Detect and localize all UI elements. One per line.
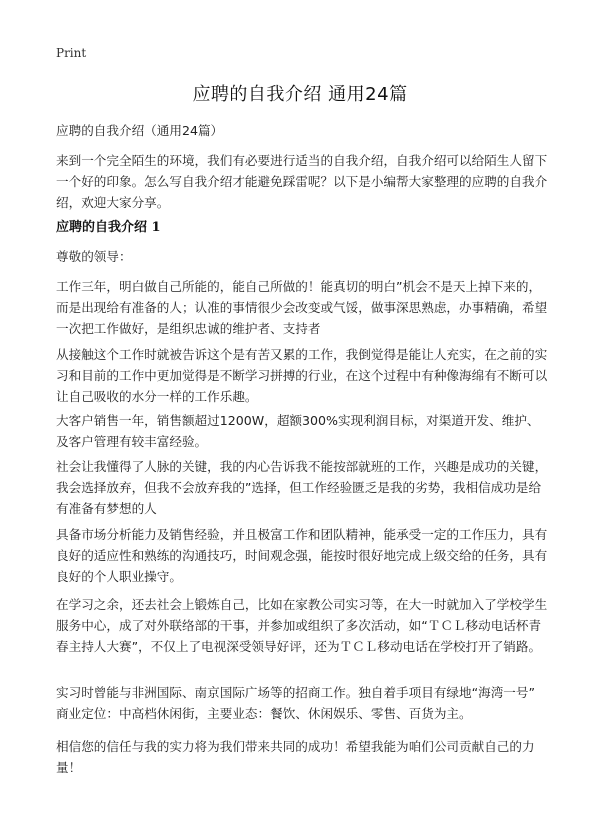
section-heading: 应聘的自我介绍 1 <box>56 220 161 235</box>
intro-paragraph: 来到一个完全陌生的环境，我们有必要进行适当的自我介绍，自我介绍可以给陌生人留下一个好的印象。怎么写自我介绍才能避免踩雷呢？以下是小编帮大家整理的应聘的自我介绍，欢迎大家分享。 <box>56 153 548 210</box>
paragraph-1: 工作三年，明白做自己所能的，能自己所做的！能真切的明白”机会不是天上掉下来的，而是出现给有准备的人；认准的事情很少会改变或气馁，做事深思熟虑，办事精确，希望一次把工作做好，是组织忠诚的维护者、支持者 <box>56 279 548 336</box>
paragraph-2: 从接触这个工作时就被告诉这个是有苦又累的工作，我倒觉得是能让人充实，在之前的实习和目前的工作中更加觉得是不断学习拼搏的行业，在这个过程中有种像海绵有不断可以让自己吸收的水分一样的工作乐趣。 <box>56 347 548 404</box>
print-label[interactable]: Print <box>56 46 87 60</box>
paragraph-6: 在学习之余，还去社会上锻炼自己，比如在家教公司实习等，在大一时就加入了学校学生服务中心，成了对外联络部的干事，并参加或组织了多次活动，如“ＴＣＬ移动电话杯青春主持人大赛”，不仅上了电视深受领导好评，还为ＴＣＬ移动电话在学校打开了销路。 <box>56 597 548 654</box>
paragraph-8: 相信您的信任与我的实力将为我们带来共同的成功！希望我能为咱们公司贡献自己的力量！ <box>56 739 535 775</box>
salutation: 尊敬的领导： <box>56 249 132 264</box>
paragraph-3: 大客户销售一年，销售额超过1200W，超额300%实现利润目标，对渠道开发、维护、及客户管理有较丰富经验。 <box>56 413 540 449</box>
paragraph-7: 实习时曾能与非洲国际、南京国际广场等的招商工作。独自着手项目有绿地“海湾一号” 商业定位：中高档休闲街，主要业态：餐饮、休闲娱乐、零售、百货为主。 <box>56 685 536 721</box>
paragraph-5: 具备市场分析能力及销售经验，并且极富工作和团队精神，能承受一定的工作压力，具有良好的适应性和熟练的沟通技巧，时间观念强，能按时很好地完成上级交给的任务，具有良好的个人职业操守。 <box>56 527 548 584</box>
document-subtitle: 应聘的自我介绍（通用24篇） <box>56 123 224 138</box>
document-title: 应聘的自我介绍 通用24篇 <box>192 84 408 105</box>
paragraph-4: 社会让我懂得了人脉的关键，我的内心告诉我不能按部就班的工作，兴趣是成功的关键，我会选择放弃，但我不会放弃我的”选择，但工作经验匮乏是我的劣势，我相信成功是给有准备有梦想的人 <box>56 459 548 516</box>
